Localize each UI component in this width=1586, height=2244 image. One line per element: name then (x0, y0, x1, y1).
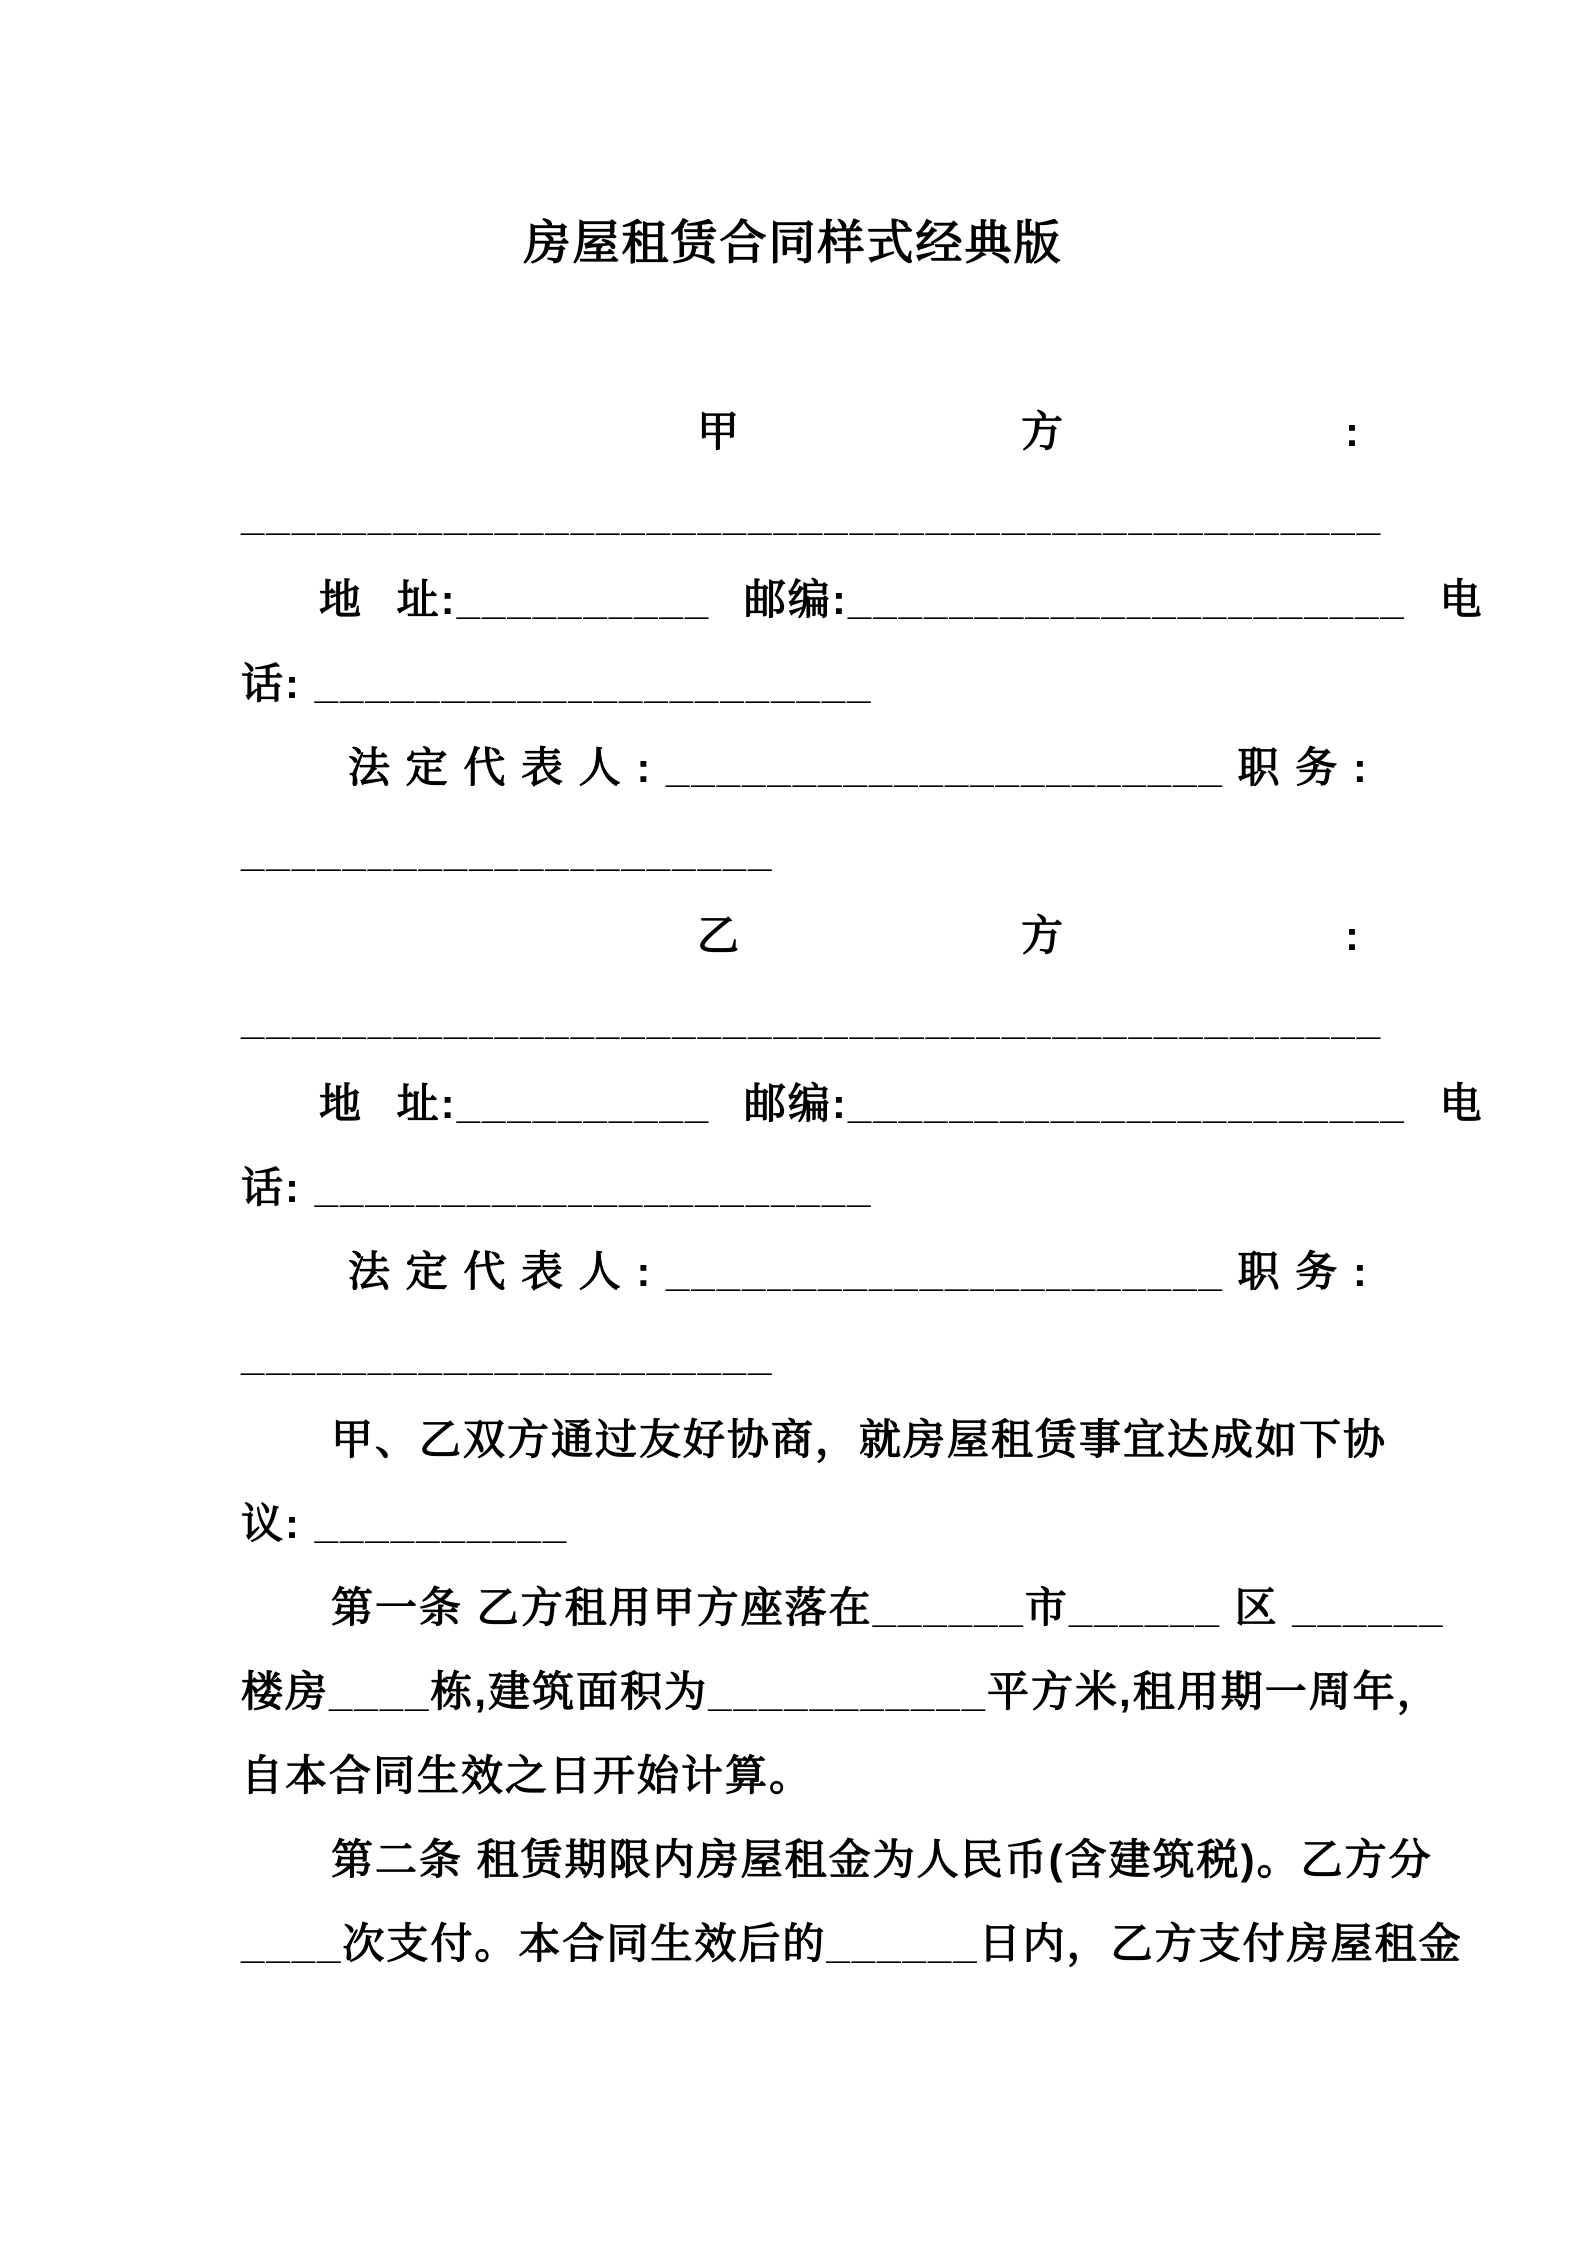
article-1-line-2: 楼房____栋,建筑面积为___________平方米,租用期一周年， (241, 1668, 1441, 1715)
party-b-address-line: 地 址:__________ 邮编:______________________ 电 (319, 1080, 1484, 1127)
party-b-phone-line: 话: ______________________ (241, 1164, 873, 1211)
article-1-line-1: 第一条 乙方租用甲方座落在______市______ 区 ______ (331, 1584, 1445, 1631)
party-a-address-line: 地 址:__________ 邮编:______________________ 电 (319, 576, 1484, 623)
document-body (241, 390, 1484, 1986)
article-2-line-2: ____次支付。本合同生效后的______日内，乙方支付房屋租金 (241, 1920, 1463, 1967)
article-2-line-1: 第二条 租赁期限内房屋租金为人民币(含建筑税)。乙方分 (331, 1836, 1433, 1883)
article-1-line-3: 自本合同生效之日开始计算。 (241, 1752, 814, 1799)
party-b-heading-blank: _____________________________________________ (241, 996, 1383, 1043)
document-title: 房屋租赁合同样式经典版 (523, 216, 1063, 269)
party-a-legal-rep-line: 法 定 代 表 人 : ______________________ 职 务 : (348, 744, 1369, 791)
preamble-line-1: 甲、乙双方通过友好协商，就房屋租赁事宜达成如下协 (331, 1416, 1388, 1463)
party-a-phone-line: 话: ______________________ (241, 660, 873, 707)
party-b-legal-rep-blank: _____________________ (241, 1332, 774, 1379)
party-b-legal-rep-line: 法 定 代 表 人 : ______________________ 职 务 : (348, 1248, 1369, 1295)
party-b-heading: 乙 方 : (697, 912, 1361, 959)
party-a-legal-rep-blank: _____________________ (241, 828, 774, 875)
party-a-heading-blank: _____________________________________________ (241, 492, 1383, 539)
party-a-heading: 甲 方 : (697, 408, 1361, 455)
preamble-line-2: 议: __________ (241, 1500, 569, 1547)
